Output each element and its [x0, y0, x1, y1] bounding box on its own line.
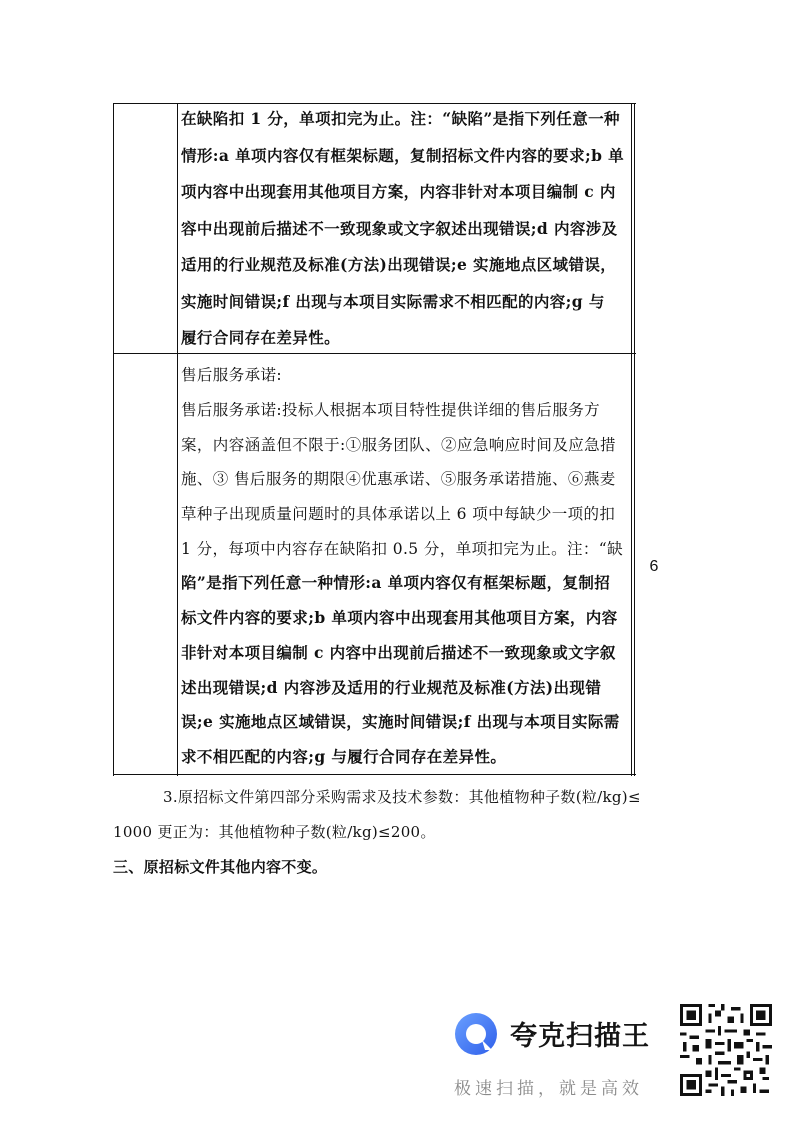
watermark-slogan: 极速扫描，就是高效: [454, 1079, 643, 1099]
row1-content: [181, 101, 630, 357]
row2-content: [181, 357, 630, 394]
row1-line: 容中出现前后描述不一致现象或文字叙述出现错误;d 内容涉及: [181, 218, 618, 238]
scanner-watermark: [452, 1004, 782, 1104]
column-divider-2: [631, 103, 632, 776]
row2-body: [181, 393, 630, 775]
row2-line: 非针对本项目编制 c 内容中出现前后描述不一致现象或文字叙: [181, 642, 616, 662]
row2-line: 误;e 实施地点区域错误，实施时间错误;f 出现与本项目实际需: [181, 712, 620, 732]
row1-line: 项内容中出现套用其他项目方案，内容非针对本项目编制 c 内: [181, 182, 616, 201]
row1-line: 在缺陷扣 1 分，单项扣完为止。注：“缺陷”是指下列任意一种: [181, 109, 620, 128]
row2-line: 1 分，每项中内容存在缺陷扣 0.5 分，单项扣完为止。注：“缺: [181, 539, 624, 558]
table-left-border: [113, 103, 114, 776]
row2-line: 施、③ 售后服务的期限④优惠承诺、⑤服务承诺措施、⑥燕麦: [181, 470, 616, 489]
row1-line: 适用的行业规范及标准(方法)出现错误;e 实施地点区域错误，: [181, 255, 617, 274]
watermark-app-name: 夸克扫描王: [510, 1021, 650, 1052]
row2-line: 陷”是指下列任意一种情形:a 单项内容仅有框架标题，复制招: [181, 573, 611, 593]
row2-heading: 售后服务承诺:: [181, 366, 283, 384]
row2-line: 售后服务承诺:投标人根据本项目特性提供详细的售后服务方: [181, 401, 601, 419]
row2-line: 求不相匹配的内容;g 与履行合同存在差异性。: [181, 746, 507, 766]
column-divider-1: [177, 103, 178, 776]
paragraph-section-three: 三、原招标文件其他内容不变。: [113, 858, 328, 876]
row2-line: 述出现错误;d 内容涉及适用的行业规范及标准(方法)出现错: [181, 677, 602, 697]
row1-line: 实施时间错误;f 出现与本项目实际需求不相匹配的内容;g 与: [181, 291, 605, 311]
row1-line: 履行合同存在差异性。: [181, 328, 341, 347]
table-right-border: [634, 103, 635, 776]
paragraph-3-line-2: 1000 更正为：其他植物种子数(粒/kg)≤200。: [113, 823, 436, 841]
qr-code-icon: [680, 1004, 772, 1096]
row1-line: 情形:a 单项内容仅有框架标题，复制招标文件内容的要求;b 单: [181, 145, 625, 165]
row2-line: 标文件内容的要求;b 单项内容中出现套用其他项目方案，内容: [181, 608, 618, 628]
row2-line: 案，内容涵盖但不限于:①服务团队、②应急响应时间及应急措: [181, 435, 616, 454]
paragraph-3-line-1: 3.原招标文件第四部分采购需求及技术参数：其他植物种子数(粒/kg)≤: [163, 788, 641, 806]
row2-line: 草种子出现质量问题时的具体承诺以上 6 项中每缺少一项的扣: [181, 505, 616, 524]
quark-logo-icon: [452, 1010, 500, 1058]
row2-score: 6: [649, 558, 659, 575]
